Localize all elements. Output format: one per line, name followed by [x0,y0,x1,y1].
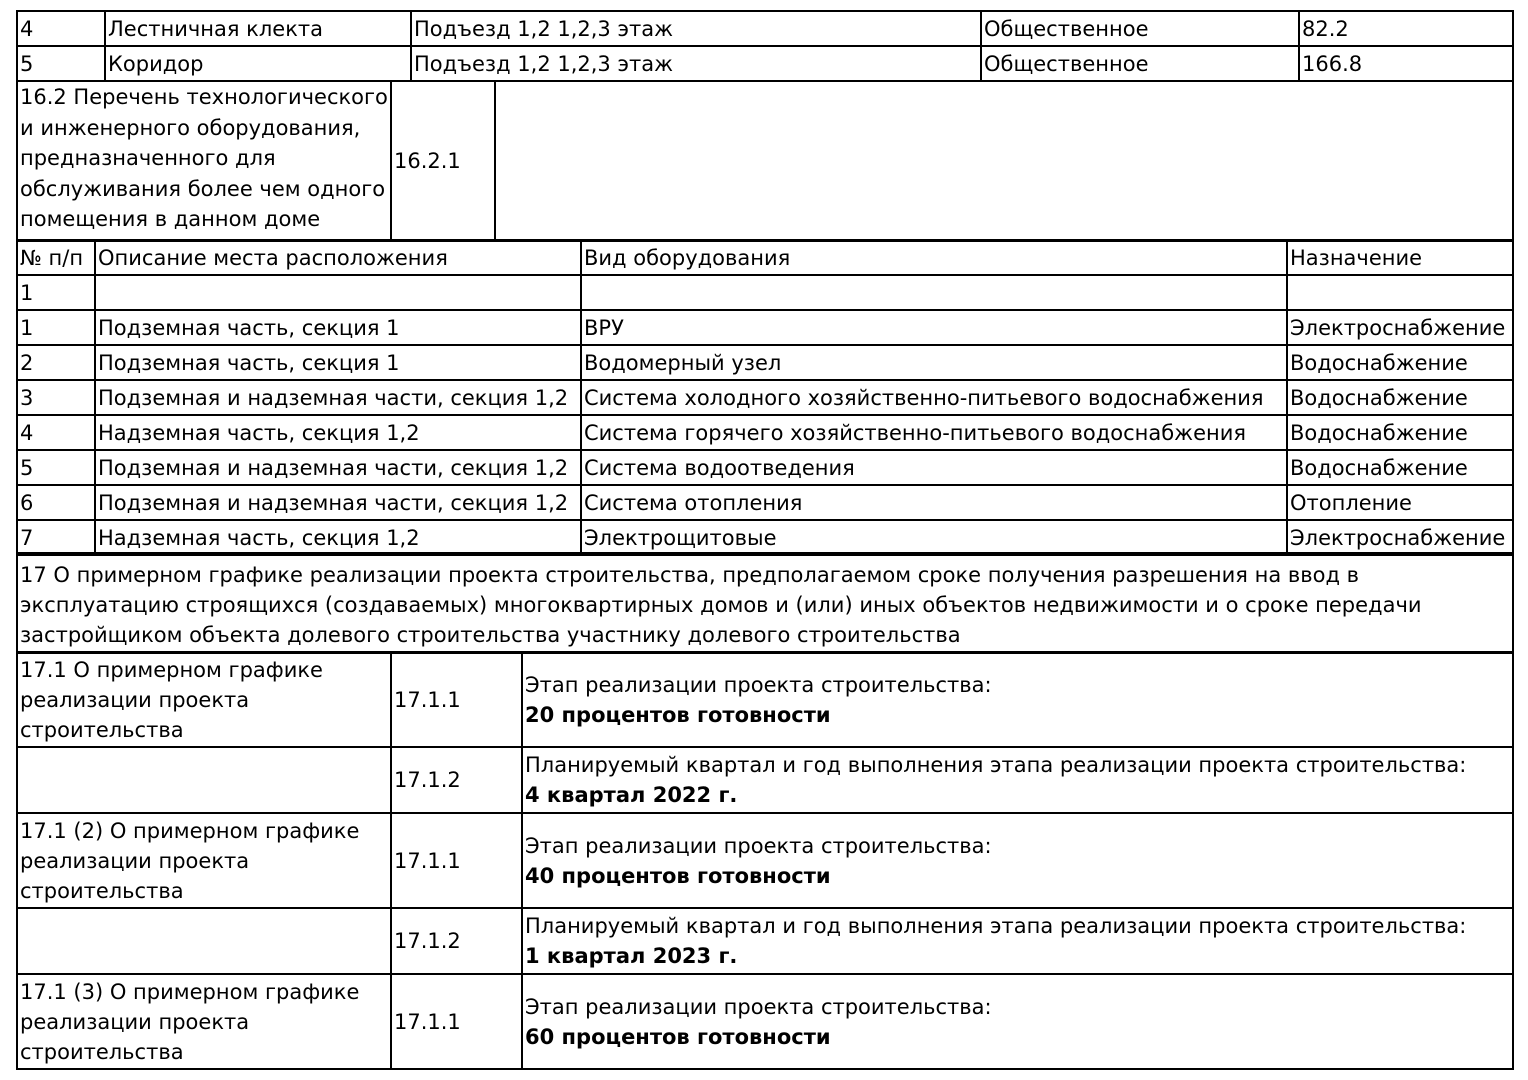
schedule-code: 17.1.2 [391,747,522,813]
equipment-num: 4 [17,415,95,450]
table-row [17,11,1513,46]
equipment-num: 1 [17,275,95,310]
table-row [17,652,1513,747]
stage-value: 40 процентов готовности [525,863,831,888]
section-17-table [16,552,1514,654]
equipment-type [581,275,1287,310]
room-area: 166.8 [1299,46,1513,81]
table-row [17,908,1513,974]
schedule-title-empty [17,747,391,813]
stage-value: 60 процентов готовности [525,1024,831,1049]
room-purpose: Общественное [981,11,1299,46]
room-purpose: Общественное [981,46,1299,81]
stage-label: Этап реализации проекта строительства: [525,833,992,858]
section-17-title: 17 О примерном графике реализации проекта строительства, предполагаемом сроке получения разрешения на ввод в эксплуатацию строящихся (создаваемых) многоквартирных домов и (или) иных объектов недвижимости и о сроке передачи застройщиком объекта долевого строительства участнику долевого строительства [17,553,1513,653]
table-row [17,380,1513,415]
equipment-num: 7 [17,520,95,555]
equipment-type: Электрощитовые [581,520,1287,555]
quarter-value: 4 квартал 2022 г. [525,783,738,807]
table-row [17,520,1513,555]
schedule-code: 17.1.1 [391,813,522,908]
table-row [17,485,1513,520]
room-area: 82.2 [1299,11,1513,46]
table-row [17,974,1513,1069]
equipment-place: Подземная часть, секция 1 [95,310,581,345]
schedule-title-empty [17,908,391,974]
schedule-title: 17.1 (2) О примерном графике реализации проекта строительства [17,813,391,908]
column-header: Описание места расположения [95,240,581,275]
equipment-place: Подземная и надземная части, секция 1,2 [95,380,581,415]
room-location: Подъезд 1,2 1,2,3 этаж [411,11,981,46]
table-row [17,275,1513,310]
schedule-title: 17.1 (3) О примерном графике реализации проекта строительства [17,974,391,1069]
equipment-place: Надземная часть, секция 1,2 [95,415,581,450]
table-row [17,747,1513,813]
table-row [17,415,1513,450]
quarter-label: Планируемый квартал и год выполнения этапа реализации проекта строительства: [525,914,1467,938]
equipment-purpose: Водоснабжение [1287,345,1513,380]
equipment-table [16,239,1514,556]
table-row [17,813,1513,908]
room-location: Подъезд 1,2 1,2,3 этаж [411,46,981,81]
equipment-num: 3 [17,380,95,415]
table-row [17,310,1513,345]
column-header: № п/п [17,240,95,275]
table-row [17,450,1513,485]
equipment-purpose: Водоснабжение [1287,415,1513,450]
table-header-row [17,240,1513,275]
room-name: Коридор [105,46,411,81]
table-row [17,553,1513,653]
equipment-place: Надземная часть, секция 1,2 [95,520,581,555]
section-16-2-value [495,81,1513,241]
equipment-purpose: Электроснабжение [1287,310,1513,345]
stage-value: 20 процентов готовности [525,702,831,727]
rooms-table [16,10,1514,82]
quarter-value: 1 квартал 2023 г. [525,944,738,968]
equipment-place [95,275,581,310]
equipment-type: Система горячего хозяйственно-питьевого водоснабжения [581,415,1287,450]
equipment-purpose [1287,275,1513,310]
stage-label: Этап реализации проекта строительства: [525,994,992,1019]
section-16-2-title: 16.2 Перечень технологического и инженерного оборудования, предназначенного для обслуживания более чем одного помещения в данном доме [17,81,391,241]
equipment-num: 6 [17,485,95,520]
stage-label: Этап реализации проекта строительства: [525,672,992,697]
schedule-table [16,651,1514,1070]
schedule-code: 17.1.2 [391,908,522,974]
room-name: Лестничная клекта [105,11,411,46]
column-header: Назначение [1287,240,1513,275]
equipment-place: Подземная и надземная части, секция 1,2 [95,485,581,520]
equipment-type: Водомерный узел [581,345,1287,380]
equipment-place: Подземная и надземная части, секция 1,2 [95,450,581,485]
room-num: 4 [17,11,105,46]
table-row [17,345,1513,380]
equipment-num: 1 [17,310,95,345]
equipment-purpose: Отопление [1287,485,1513,520]
table-row [17,46,1513,81]
schedule-quarter [522,747,1513,813]
equipment-place: Подземная часть, секция 1 [95,345,581,380]
schedule-title: 17.1 О примерном графике реализации проекта строительства [17,652,391,747]
room-num: 5 [17,46,105,81]
equipment-purpose: Электроснабжение [1287,520,1513,555]
equipment-purpose: Водоснабжение [1287,380,1513,415]
equipment-type: Система водоотведения [581,450,1287,485]
quarter-label: Планируемый квартал и год выполнения этапа реализации проекта строительства: [525,753,1467,777]
equipment-type: ВРУ [581,310,1287,345]
equipment-num: 2 [17,345,95,380]
section-16-2-table [16,80,1514,242]
column-header: Вид оборудования [581,240,1287,275]
schedule-stage [522,652,1513,747]
equipment-type: Система холодного хозяйственно-питьевого водоснабжения [581,380,1287,415]
schedule-code: 17.1.1 [391,652,522,747]
schedule-quarter [522,908,1513,974]
table-row [17,81,1513,241]
equipment-purpose: Водоснабжение [1287,450,1513,485]
schedule-stage [522,813,1513,908]
equipment-num: 5 [17,450,95,485]
schedule-code: 17.1.1 [391,974,522,1069]
schedule-stage [522,974,1513,1069]
equipment-type: Система отопления [581,485,1287,520]
section-16-2-code: 16.2.1 [391,81,495,241]
